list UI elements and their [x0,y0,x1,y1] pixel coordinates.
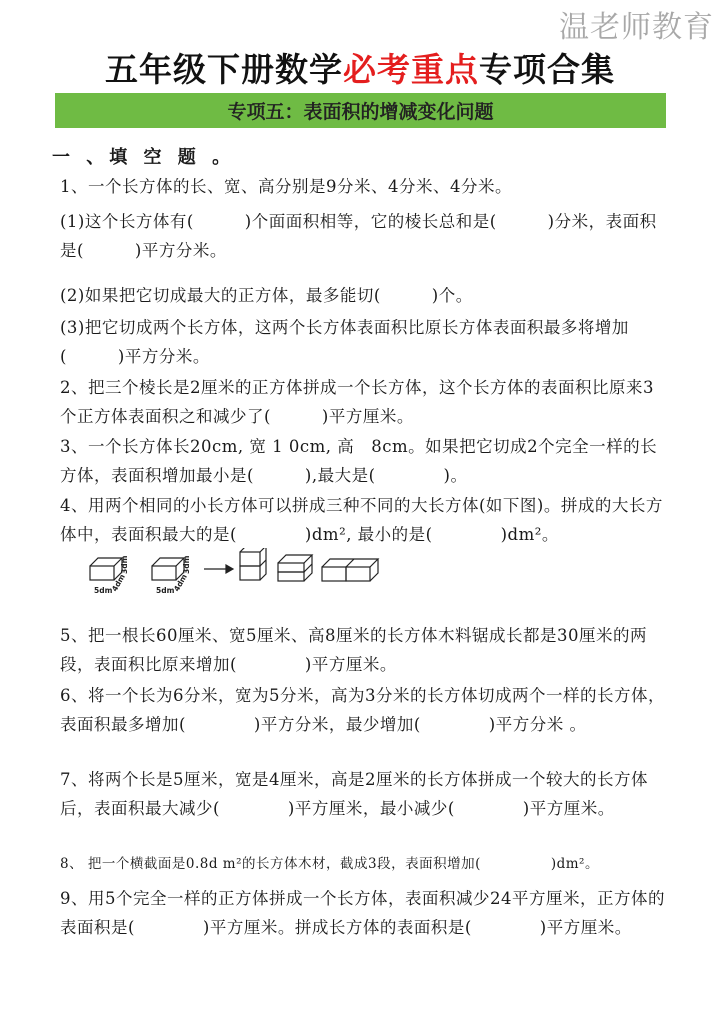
question-1-part-1: (1)这个长方体有( )个面面积相等，它的棱长总和是( )分米，表面积是( )平方分米。 [60,212,657,260]
question-1-part-3: (3)把它切成两个长方体，这两个长方体表面积比原长方体表面积最多将增加( )平方分米。 [60,318,629,366]
cuboid-figure [86,548,386,600]
dim-length-label-1: 5dm [94,586,113,595]
section-heading: 一 、填 空 题 。 [52,147,236,168]
title-part2: 专项合集 [479,50,615,89]
dim-width-label-2: 4dm [171,572,189,593]
stacked-cuboid-vertical [240,548,266,580]
question-5: 5、把一根长60厘米、宽5厘米、高8厘米的长方体木料锯成长都是30厘米的两段，表面积比原来增加( )平方厘米。 [60,626,647,674]
side-by-side-cuboid [322,559,378,581]
title-part1: 五年级下册数学 [105,50,343,89]
topic-banner [55,93,666,128]
question-1-part-2: (2)如果把它切成最大的正方体，最多能切( )个。 [60,286,473,305]
question-7: 7、将两个长是5厘米，宽是4厘米，高是2厘米的长方体拼成一个较大的长方体后，表面积最大减少( )平方厘米，最小减少( )平方厘米。 [60,770,648,818]
question-8: 8、 把一个横截面是0.8d m²的长方体木材，截成3段，表面积增加( )dm²。 [60,856,599,872]
stacked-cuboid-layered [278,555,312,581]
question-2: 2、把三个棱长是2厘米的正方体拼成一个长方体，这个长方体的表面积比原来3个正方体表面积之和减少了( )平方厘米。 [60,378,654,426]
banner-text: 专项五：表面积的增减变化问题 [227,101,494,123]
question-1: 1、一个长方体的长、宽、高分别是9分米、4分米、4分米。 [60,177,512,196]
title-highlight: 必考重点 [343,50,479,89]
question-4: 4、用两个相同的小长方体可以拼成三种不同的大长方体(如下图)。拼成的大长方体中，表面积最大的是( )dm², 最小的是( )dm²。 [60,496,663,544]
dim-width-label-1: 4dm [109,572,127,593]
page-title [0,44,720,91]
dim-length-label-2: 5dm [156,586,175,595]
question-9: 9、用5个完全一样的正方体拼成一个长方体，表面积减少24平方厘米，正方体的表面积是( )平方厘米。拼成长方体的表面积是( )平方厘米。 [60,889,665,937]
watermark: 温老师教育 [559,10,714,45]
question-3: 3、一个长方体长20cm, 宽 1 0cm, 高 8cm。如果把它切成2个完全一样的长方体，表面积增加最小是( ),最大是( )。 [60,437,658,485]
question-6: 6、将一个长为6分米，宽为5分米，高为3分米的长方体切成两个一样的长方体，表面积最多增加( )平方分米，最少增加( )平方分米 。 [60,686,665,734]
dim-height-label-2: 3dm [182,555,191,574]
dim-height-label-1: 3dm [120,555,129,574]
